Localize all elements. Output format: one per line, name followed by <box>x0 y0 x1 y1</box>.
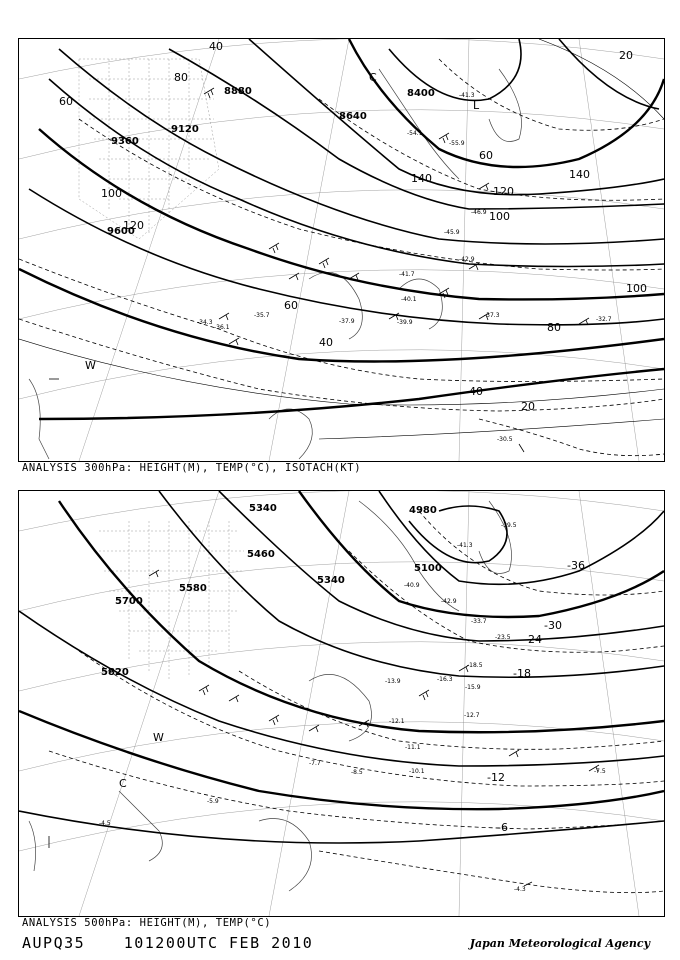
height-label: 5340 <box>249 503 277 514</box>
temp-obs: -10.1 <box>409 768 425 775</box>
height-label: 5580 <box>179 583 207 594</box>
isotach-label: 60 <box>479 149 493 162</box>
analysis-500hpa-map <box>18 490 665 917</box>
analysis-300hpa-caption: ANALYSIS 300hPa: HEIGHT(M), TEMP(°C), ISOTACH(KT) <box>22 462 362 474</box>
cold-symbol: C <box>369 71 377 84</box>
low-symbol: L <box>473 99 480 112</box>
cold-symbol: C <box>119 777 127 790</box>
isotach-label: 20 <box>619 49 633 62</box>
temperature-observations <box>197 92 612 443</box>
temp-obs: -5.9 <box>207 798 219 805</box>
temp-obs: -39.9 <box>397 319 413 326</box>
height-label: 5100 <box>414 563 442 574</box>
isotherm-label: -24 <box>524 633 542 646</box>
isotherm-labels <box>487 559 585 834</box>
temp-obs: -7.5 <box>594 768 606 775</box>
temp-obs: -37.9 <box>339 318 355 325</box>
temp-obs: -7.7 <box>309 760 321 767</box>
coastlines <box>29 69 522 459</box>
isotach-label: 140 <box>411 172 432 185</box>
height-label: 8400 <box>407 88 435 99</box>
temp-obs: -18.5 <box>467 662 483 669</box>
height-label: 5460 <box>247 549 275 560</box>
temp-obs: -42.9 <box>441 598 457 605</box>
height-label: 9360 <box>111 136 139 147</box>
height-label: 9120 <box>171 124 199 135</box>
temp-obs: -33.7 <box>471 618 487 625</box>
height-label: 8880 <box>224 86 252 97</box>
temp-obs: -11.1 <box>405 744 421 751</box>
isotach-label: 140 <box>569 168 590 181</box>
temp-obs: -39.5 <box>501 522 517 529</box>
pressure-symbols <box>85 71 480 372</box>
height-label: 9600 <box>107 226 135 237</box>
isotherm-label: -30 <box>544 619 562 632</box>
isotach-label: 80 <box>547 321 561 334</box>
pressure-symbols <box>119 731 164 790</box>
height-label: 8640 <box>339 111 367 122</box>
temp-obs: -54.1 <box>407 130 423 137</box>
temperature-observations <box>99 522 606 893</box>
temp-obs: -12.1 <box>389 718 405 725</box>
temp-obs: -16.3 <box>437 676 453 683</box>
temp-obs: -37.3 <box>484 312 500 319</box>
isotach-label: 120 <box>493 185 514 198</box>
isotach-labels <box>59 40 647 413</box>
temp-obs: -34.3 <box>197 319 213 326</box>
isotach-label: 40 <box>469 385 483 398</box>
isotach-label: 60 <box>59 95 73 108</box>
isotach-label: 80 <box>174 71 188 84</box>
temp-obs: -42.9 <box>459 256 475 263</box>
jet-hatch-area <box>79 59 219 239</box>
agency-credit: Japan Meteorological Agency <box>469 937 650 950</box>
height-label: 5340 <box>317 575 345 586</box>
temp-obs: -4.5 <box>99 820 111 827</box>
lat-lon-grid <box>19 39 664 461</box>
isotach-label: 120 <box>123 219 144 232</box>
map-500hpa-graphic <box>19 491 664 916</box>
temp-obs: -45.9 <box>444 229 460 236</box>
height-labels <box>101 503 442 678</box>
temp-obs: -55.9 <box>449 140 465 147</box>
warm-symbol: W <box>153 731 164 744</box>
temp-obs: -30.5 <box>497 436 513 443</box>
height-label: 5700 <box>115 596 143 607</box>
isotach-label: 60 <box>284 299 298 312</box>
isotach-label: 20 <box>521 400 535 413</box>
isotach-label: 40 <box>209 40 223 53</box>
isotach-label: 100 <box>101 187 122 200</box>
temp-obs: -8.5 <box>351 769 363 776</box>
product-header <box>22 934 341 952</box>
temp-obs: -41.3 <box>459 92 475 99</box>
temp-obs: -12.7 <box>464 712 480 719</box>
temp-obs: -41.3 <box>457 542 473 549</box>
isotherm-label: -6 <box>497 821 508 834</box>
temp-obs: -32.7 <box>596 316 612 323</box>
isotherm-label: -18 <box>513 667 531 680</box>
temp-obs: -35.7 <box>254 312 270 319</box>
valid-time: 101200UTC FEB 2010 <box>123 934 314 952</box>
product-code: AUPQ35 <box>22 934 86 952</box>
temp-obs: -15.9 <box>465 684 481 691</box>
isotach-label: 100 <box>489 210 510 223</box>
temp-obs: -40.1 <box>401 296 417 303</box>
warm-symbol: W <box>85 359 96 372</box>
temp-obs: -41.7 <box>399 271 415 278</box>
temp-obs: -40.9 <box>404 582 420 589</box>
isotach-label: 100 <box>626 282 647 295</box>
lat-lon-grid <box>19 491 664 916</box>
isotach-label: 40 <box>319 336 333 349</box>
temp-obs: -23.5 <box>495 634 511 641</box>
analysis-500hpa-caption: ANALYSIS 500hPa: HEIGHT(M), TEMP(°C) <box>22 917 272 929</box>
temp-obs: -13.9 <box>385 678 401 685</box>
temp-obs: -36.1 <box>214 324 230 331</box>
isotherm-label: -12 <box>487 771 505 784</box>
analysis-300hpa-map <box>18 38 665 462</box>
height-label: 5820 <box>101 667 129 678</box>
height-label: 4980 <box>409 505 437 516</box>
temp-obs: -46.9 <box>471 209 487 216</box>
height-labels <box>107 86 435 237</box>
map-300hpa-graphic <box>19 39 664 461</box>
temp-obs: -4.3 <box>514 886 526 893</box>
isotherm-label: -36 <box>567 559 585 572</box>
